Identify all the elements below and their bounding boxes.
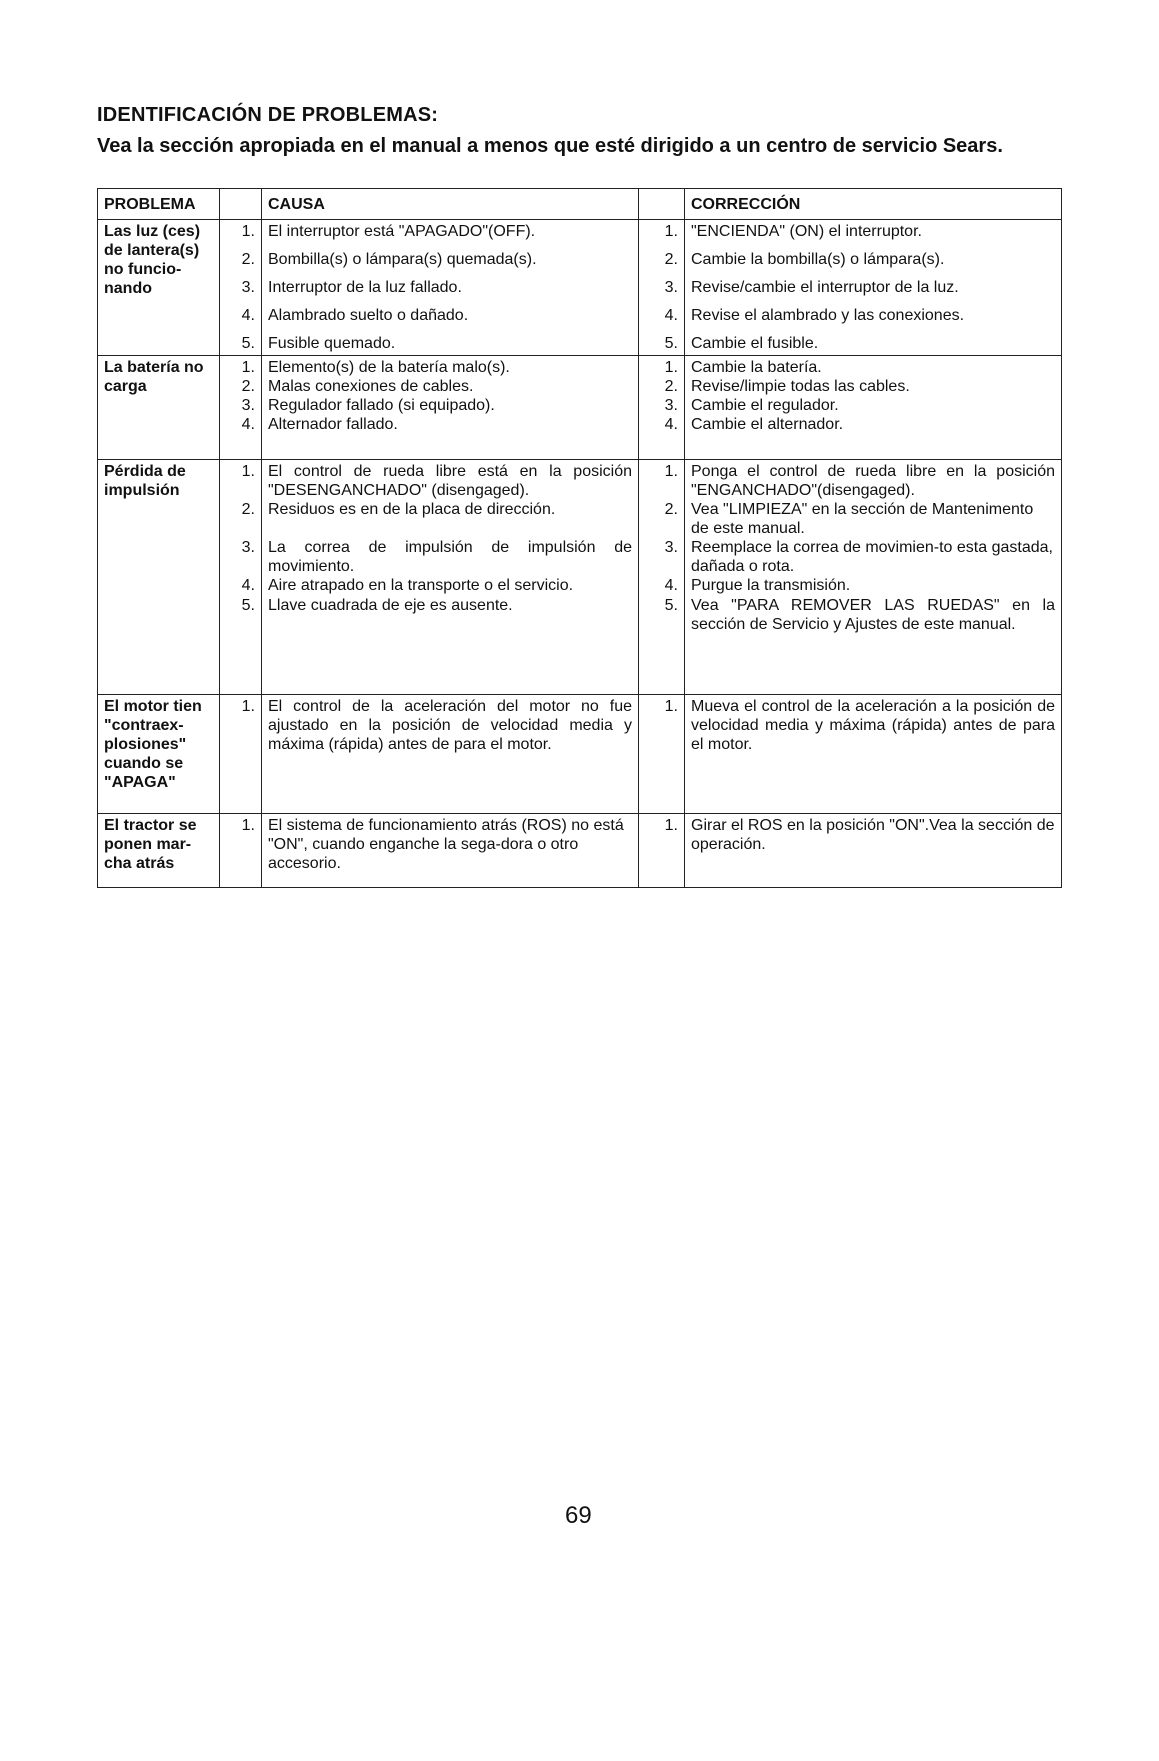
correction-cell bbox=[685, 356, 1062, 460]
correction-text: Cambie el fusible. bbox=[691, 335, 819, 352]
correction-num: 4. bbox=[664, 416, 678, 433]
header-correction: CORRECCIÓN bbox=[685, 189, 1062, 220]
cause-num: 2. bbox=[241, 251, 255, 268]
correction-num: 1. bbox=[664, 463, 678, 480]
correction-numbers bbox=[639, 695, 685, 814]
cause-text: Elemento(s) de la batería malo(s). bbox=[268, 359, 510, 376]
correction-text: Ponga el control de rueda libre en la posición "ENGANCHADO"(disengaged). bbox=[691, 463, 1055, 499]
cause-text: Interruptor de la luz fallado. bbox=[268, 279, 462, 296]
table-header-row bbox=[98, 189, 1062, 220]
cause-cell bbox=[262, 460, 639, 695]
correction-text: Girar el ROS en la posición "ON".Vea la sección de operación. bbox=[691, 817, 1055, 853]
cause-text: Aire atrapado en la transporte o el servicio. bbox=[268, 577, 574, 594]
correction-num: 1. bbox=[664, 817, 678, 834]
correction-numbers bbox=[639, 814, 685, 888]
correction-text: Cambie el regulador. bbox=[691, 397, 839, 414]
cause-num: 5. bbox=[241, 335, 255, 352]
correction-text: Purgue la transmisión. bbox=[691, 577, 851, 594]
table-row bbox=[98, 814, 1062, 888]
cause-text: La correa de impulsión de impulsión de movimiento. bbox=[268, 539, 632, 575]
correction-num: 1. bbox=[664, 698, 678, 715]
cause-num: 4. bbox=[241, 577, 255, 594]
correction-text: Mueva el control de la aceleración a la posición de velocidad media y máxima (rápida) antes de para el motor. bbox=[691, 698, 1055, 753]
page-heading: IDENTIFICACIÓN DE PROBLEMAS: bbox=[97, 104, 439, 126]
header-problem: PROBLEMA bbox=[98, 189, 220, 220]
correction-text: Revise/limpie todas las cables. bbox=[691, 378, 910, 395]
cause-cell bbox=[262, 356, 639, 460]
page-number: 69 bbox=[565, 1502, 592, 1529]
correction-text: Vea "LIMPIEZA" en la sección de Mantenimento de este manual. bbox=[691, 501, 1034, 537]
cause-text: Bombilla(s) o lámpara(s) quemada(s). bbox=[268, 251, 537, 268]
correction-text: Cambie el alternador. bbox=[691, 416, 844, 433]
cause-cell bbox=[262, 695, 639, 814]
cause-num: 5. bbox=[241, 597, 255, 614]
correction-num: 2. bbox=[664, 251, 678, 268]
cause-text: Fusible quemado. bbox=[268, 335, 396, 352]
cause-text: El interruptor está "APAGADO"(OFF). bbox=[268, 223, 536, 240]
cause-num: 3. bbox=[241, 279, 255, 296]
correction-text: Revise/cambie el interruptor de la luz. bbox=[691, 279, 959, 296]
cause-text: El control de la aceleración del motor no fue ajustado en la posición de velocidad media y máxima (rápida) antes de para el motor. bbox=[268, 698, 632, 753]
correction-text: Revise el alambrado y las conexiones. bbox=[691, 307, 965, 324]
correction-num: 3. bbox=[664, 279, 678, 296]
correction-num: 3. bbox=[664, 397, 678, 414]
correction-num: 1. bbox=[664, 359, 678, 376]
correction-numbers bbox=[639, 356, 685, 460]
header-num-1 bbox=[220, 189, 262, 220]
cause-text: El sistema de funcionamiento atrás (ROS) no está "ON", cuando enganche la sega-dora o otro accesorio. bbox=[268, 817, 624, 872]
cause-numbers bbox=[220, 356, 262, 460]
cause-cell bbox=[262, 814, 639, 888]
cause-text: Llave cuadrada de eje es ausente. bbox=[268, 597, 513, 614]
cause-text: Alambrado suelto o dañado. bbox=[268, 307, 469, 324]
correction-num: 2. bbox=[664, 501, 678, 518]
cause-num: 3. bbox=[241, 539, 255, 556]
cause-numbers bbox=[220, 460, 262, 695]
correction-cell bbox=[685, 695, 1062, 814]
problem-cell: La batería no carga bbox=[98, 356, 220, 460]
header-cause: CAUSA bbox=[262, 189, 639, 220]
correction-num: 4. bbox=[664, 307, 678, 324]
correction-num: 5. bbox=[664, 335, 678, 352]
cause-num: 4. bbox=[241, 416, 255, 433]
correction-text: Cambie la batería. bbox=[691, 359, 822, 376]
table-row bbox=[98, 220, 1062, 356]
cause-text: El control de rueda libre está en la posición "DESENGANCHADO" (disengaged). bbox=[268, 463, 632, 499]
correction-cell bbox=[685, 220, 1062, 356]
cause-numbers bbox=[220, 814, 262, 888]
cause-num: 3. bbox=[241, 397, 255, 414]
cause-text: Residuos es en de la placa de dirección. bbox=[268, 501, 556, 518]
cause-numbers bbox=[220, 695, 262, 814]
problem-cell: Pérdida de impulsión bbox=[98, 460, 220, 695]
cause-num: 4. bbox=[241, 307, 255, 324]
problem-cell: Las luz (ces) de lantera(s) no funcio-nando bbox=[98, 220, 220, 356]
troubleshooting-table bbox=[97, 188, 1062, 888]
correction-num: 4. bbox=[664, 577, 678, 594]
correction-text: "ENCIENDA" (ON) el interruptor. bbox=[691, 223, 922, 240]
problem-cell: El tractor se ponen mar-cha atrás bbox=[98, 814, 220, 888]
cause-num: 2. bbox=[241, 501, 255, 518]
correction-text: Vea "PARA REMOVER LAS RUEDAS" en la sección de Servicio y Ajustes de este manual. bbox=[691, 597, 1055, 633]
cause-num: 1. bbox=[241, 223, 255, 240]
header-num-2 bbox=[639, 189, 685, 220]
table-row bbox=[98, 695, 1062, 814]
cause-text: Malas conexiones de cables. bbox=[268, 378, 474, 395]
correction-num: 1. bbox=[664, 223, 678, 240]
cause-text: Regulador fallado (si equipado). bbox=[268, 397, 495, 414]
page-subheading: Vea la sección apropiada en el manual a menos que esté dirigido a un centro de servicio Sears. bbox=[97, 135, 1003, 157]
correction-num: 2. bbox=[664, 378, 678, 395]
correction-numbers bbox=[639, 220, 685, 356]
table-row bbox=[98, 356, 1062, 460]
correction-num: 5. bbox=[664, 597, 678, 614]
cause-text: Alternador fallado. bbox=[268, 416, 398, 433]
cause-num: 1. bbox=[241, 698, 255, 715]
correction-cell bbox=[685, 460, 1062, 695]
cause-numbers bbox=[220, 220, 262, 356]
cause-cell bbox=[262, 220, 639, 356]
table-row bbox=[98, 460, 1062, 695]
cause-num: 2. bbox=[241, 378, 255, 395]
correction-text: Cambie la bombilla(s) o lámpara(s). bbox=[691, 251, 945, 268]
correction-text: Reemplace la correa de movimien-to esta gastada, dañada o rota. bbox=[691, 539, 1053, 575]
correction-numbers bbox=[639, 460, 685, 695]
cause-num: 1. bbox=[241, 359, 255, 376]
correction-cell bbox=[685, 814, 1062, 888]
cause-num: 1. bbox=[241, 817, 255, 834]
problem-cell: El motor tien "contraex-plosiones" cuando se "APAGA" bbox=[98, 695, 220, 814]
correction-num: 3. bbox=[664, 539, 678, 556]
cause-num: 1. bbox=[241, 463, 255, 480]
